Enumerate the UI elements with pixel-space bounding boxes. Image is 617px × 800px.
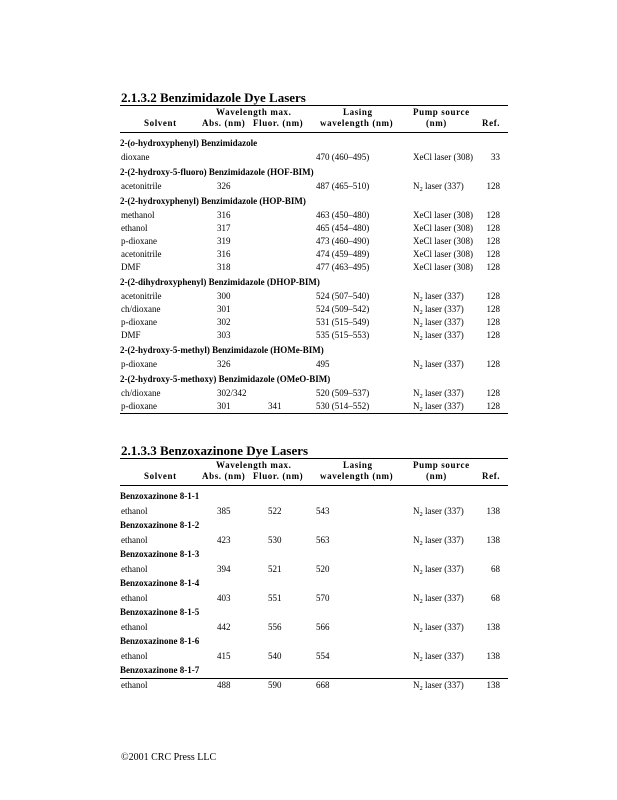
pump-text: N bbox=[413, 304, 420, 314]
pump-cell bbox=[413, 387, 464, 399]
header-lasing-wl: wavelength (nm) bbox=[320, 471, 394, 481]
table-row bbox=[120, 534, 508, 546]
compound-group-label bbox=[120, 137, 257, 149]
section-title: 2.1.3.2 Benzimidazole Dye Lasers bbox=[121, 90, 306, 105]
solvent-cell: ethanol bbox=[121, 622, 148, 632]
abs-cell: 423 bbox=[217, 535, 231, 545]
pump-text: XeCl laser (308) bbox=[413, 249, 473, 259]
pump-subscript: 2 bbox=[419, 540, 423, 547]
compound-name: Benzoxazinone 8-1-4 bbox=[120, 578, 200, 588]
table-bottom-rule bbox=[120, 413, 508, 414]
abs-cell: 326 bbox=[217, 359, 231, 369]
ref-cell: 128 bbox=[486, 401, 500, 411]
ref-cell: 128 bbox=[486, 236, 500, 246]
compound-name: 2-(2-hydroxy-5-methoxy) Benzimidazole (OMeO-BIM) bbox=[120, 374, 331, 384]
pump-text: XeCl laser (308) bbox=[413, 236, 473, 246]
abs-cell: 442 bbox=[217, 622, 231, 632]
abs-cell: 317 bbox=[217, 223, 231, 233]
lasing-cell: 531 (515–549) bbox=[316, 317, 370, 327]
table-row bbox=[120, 563, 508, 575]
solvent-cell: dioxane bbox=[121, 152, 150, 162]
pump-text: N bbox=[413, 680, 420, 690]
ref-cell: 128 bbox=[486, 304, 500, 314]
pump-cell bbox=[413, 261, 473, 273]
pump-subscript: 2 bbox=[419, 685, 423, 692]
ref-cell: 68 bbox=[491, 564, 500, 574]
compound-name: Benzoxazinone 8-1-6 bbox=[120, 636, 200, 646]
section-benzimidazole bbox=[120, 91, 508, 414]
pump-cell bbox=[413, 679, 464, 691]
lasing-cell: 520 (509–537) bbox=[316, 388, 370, 398]
pump-subscript: 2 bbox=[419, 406, 423, 413]
compound-group-label bbox=[120, 548, 199, 560]
pump-text: XeCl laser (308) bbox=[413, 210, 473, 220]
fluor-cell: 341 bbox=[268, 401, 282, 411]
pump-cell bbox=[413, 316, 464, 328]
ref-cell: 138 bbox=[486, 622, 500, 632]
abs-cell: 316 bbox=[217, 210, 231, 220]
pump-text-rest: laser (337) bbox=[422, 291, 464, 301]
solvent-cell: methanol bbox=[121, 210, 155, 220]
table-row bbox=[120, 329, 508, 341]
pump-cell bbox=[413, 329, 464, 341]
solvent-cell: acetonitrile bbox=[121, 291, 162, 301]
lasing-cell: 530 (514–552) bbox=[316, 401, 370, 411]
header-pump: Pump source bbox=[413, 460, 470, 470]
header-lasing: Lasing bbox=[343, 107, 373, 117]
pump-text-rest: laser (337) bbox=[422, 535, 464, 545]
pump-cell bbox=[413, 400, 464, 412]
abs-cell: 318 bbox=[217, 262, 231, 272]
header-ref: Ref. bbox=[482, 118, 501, 128]
table-header bbox=[120, 459, 508, 485]
compound-group-label bbox=[120, 276, 320, 288]
solvent-cell: p-dioxane bbox=[121, 317, 157, 327]
ref-cell: 68 bbox=[491, 593, 500, 603]
lasing-cell: 535 (515–553) bbox=[316, 330, 370, 340]
pump-subscript: 2 bbox=[419, 335, 423, 342]
table-row bbox=[120, 387, 508, 399]
solvent-cell: ethanol bbox=[121, 593, 148, 603]
compound-group-label bbox=[120, 373, 330, 385]
compound-name: Benzoxazinone 8-1-3 bbox=[120, 549, 200, 559]
pump-text: N bbox=[413, 388, 420, 398]
ref-cell: 138 bbox=[486, 506, 500, 516]
pump-cell bbox=[413, 650, 464, 662]
solvent-cell: DMF bbox=[121, 262, 141, 272]
lasing-cell: 520 bbox=[316, 564, 330, 574]
pump-text: N bbox=[413, 317, 420, 327]
lasing-cell: 477 (463–495) bbox=[316, 262, 370, 272]
solvent-cell: p-dioxane bbox=[121, 401, 157, 411]
table-row bbox=[120, 235, 508, 247]
abs-cell: 403 bbox=[217, 593, 231, 603]
ref-cell: 128 bbox=[486, 249, 500, 259]
table-row bbox=[120, 592, 508, 604]
table-row bbox=[120, 505, 508, 517]
pump-subscript: 2 bbox=[419, 627, 423, 634]
pump-text-rest: laser (337) bbox=[422, 388, 464, 398]
header-wavelength: Wavelength max. bbox=[216, 460, 292, 470]
pump-text-rest: laser (337) bbox=[422, 317, 464, 327]
pump-subscript: 2 bbox=[419, 598, 423, 605]
compound-name-italic: o bbox=[130, 138, 135, 148]
compound-group-label bbox=[120, 606, 199, 618]
solvent-cell: acetonitrile bbox=[121, 181, 162, 191]
header-solvent: Solvent bbox=[144, 118, 177, 128]
pump-text: N bbox=[413, 181, 420, 191]
lasing-cell: 566 bbox=[316, 622, 330, 632]
pump-cell bbox=[413, 563, 464, 575]
fluor-cell: 521 bbox=[268, 564, 282, 574]
table-row bbox=[120, 358, 508, 370]
compound-name: Benzoxazinone 8-1-7 bbox=[120, 665, 200, 675]
pump-text-rest: laser (337) bbox=[422, 181, 464, 191]
lasing-cell: 474 (459–489) bbox=[316, 249, 370, 259]
pump-text: N bbox=[413, 359, 420, 369]
solvent-cell: ch/dioxane bbox=[121, 304, 161, 314]
table-row bbox=[120, 316, 508, 328]
section-title: 2.1.3.3 Benzoxazinone Dye Lasers bbox=[121, 443, 309, 458]
solvent-cell: ethanol bbox=[121, 506, 148, 516]
solvent-cell: ethanol bbox=[121, 651, 148, 661]
table-row bbox=[120, 290, 508, 302]
ref-cell: 138 bbox=[486, 535, 500, 545]
compound-group-label bbox=[120, 664, 199, 676]
table-row bbox=[120, 180, 508, 192]
fluor-cell: 530 bbox=[268, 535, 282, 545]
lasing-cell: 524 (507–540) bbox=[316, 291, 370, 301]
section-benzoxazinone bbox=[120, 443, 508, 692]
lasing-cell: 463 (450–480) bbox=[316, 210, 370, 220]
ref-cell: 128 bbox=[486, 181, 500, 191]
pump-text-rest: laser (337) bbox=[422, 506, 464, 516]
table-row bbox=[120, 261, 508, 273]
pump-text-rest: laser (337) bbox=[422, 564, 464, 574]
ref-cell: 33 bbox=[491, 152, 500, 162]
pump-text-rest: laser (337) bbox=[422, 359, 464, 369]
compound-name: Benzoxazinone 8-1-2 bbox=[120, 520, 200, 530]
lasing-cell: 570 bbox=[316, 593, 330, 603]
pump-subscript: 2 bbox=[419, 511, 423, 518]
pump-subscript: 2 bbox=[419, 393, 423, 400]
solvent-cell: DMF bbox=[121, 330, 141, 340]
abs-cell: 302 bbox=[217, 317, 231, 327]
lasing-cell: 563 bbox=[316, 535, 330, 545]
compound-group-label bbox=[120, 195, 306, 207]
header-abs: Abs. (nm) bbox=[202, 471, 246, 481]
pump-cell bbox=[413, 222, 473, 234]
lasing-cell: 473 (460–490) bbox=[316, 236, 370, 246]
pump-text-rest: laser (337) bbox=[422, 304, 464, 314]
ref-cell: 128 bbox=[486, 291, 500, 301]
pump-cell bbox=[413, 290, 464, 302]
solvent-cell: ethanol bbox=[121, 564, 148, 574]
pump-cell bbox=[413, 209, 473, 221]
pump-cell bbox=[413, 248, 473, 260]
abs-cell: 301 bbox=[217, 401, 231, 411]
compound-group-label bbox=[120, 490, 199, 502]
pump-text-rest: laser (337) bbox=[422, 651, 464, 661]
compound-group-label bbox=[120, 635, 199, 647]
abs-cell: 385 bbox=[217, 506, 231, 516]
table-row bbox=[120, 151, 508, 163]
pump-subscript: 2 bbox=[419, 309, 423, 316]
compound-name: 2-(2-hydroxy-5-fluoro) Benzimidazole (HOF-BIM) bbox=[120, 167, 314, 177]
table-row bbox=[120, 222, 508, 234]
abs-cell: 394 bbox=[217, 564, 231, 574]
lasing-cell: 465 (454–480) bbox=[316, 223, 370, 233]
pump-text-rest: laser (337) bbox=[422, 680, 464, 690]
pump-text-rest: laser (337) bbox=[422, 401, 464, 411]
table-body bbox=[120, 133, 508, 413]
pump-cell bbox=[413, 235, 473, 247]
header-fluor: Fluor. (nm) bbox=[253, 118, 304, 128]
ref-cell: 128 bbox=[486, 262, 500, 272]
header-lasing: Lasing bbox=[343, 460, 373, 470]
pump-text-rest: laser (337) bbox=[422, 622, 464, 632]
pump-text: N bbox=[413, 535, 420, 545]
pump-cell bbox=[413, 358, 464, 370]
compound-group-label bbox=[120, 166, 314, 178]
compound-name-rest: -hydroxyphenyl) Benzimidazole bbox=[135, 138, 258, 148]
lasing-cell: 487 (465–510) bbox=[316, 181, 370, 191]
compound-group-label bbox=[120, 519, 199, 531]
lasing-cell: 668 bbox=[316, 680, 330, 690]
header-solvent: Solvent bbox=[144, 471, 177, 481]
compound-group-label bbox=[120, 577, 199, 589]
abs-cell: 302/342 bbox=[217, 388, 247, 398]
pump-subscript: 2 bbox=[419, 656, 423, 663]
ref-cell: 138 bbox=[486, 680, 500, 690]
table-row bbox=[120, 400, 508, 412]
compound-name: Benzoxazinone 8-1-5 bbox=[120, 607, 200, 617]
compound-name: 2-(2-hydroxyphenyl) Benzimidazole (HOP-BIM) bbox=[120, 196, 306, 206]
compound-name: 2-(2-hydroxy-5-methyl) Benzimidazole (HOMe-BIM) bbox=[120, 345, 324, 355]
abs-cell: 300 bbox=[217, 291, 231, 301]
abs-cell: 301 bbox=[217, 304, 231, 314]
ref-cell: 128 bbox=[486, 330, 500, 340]
fluor-cell: 522 bbox=[268, 506, 282, 516]
header-pump: Pump source bbox=[413, 107, 470, 117]
pump-text-rest: laser (337) bbox=[422, 330, 464, 340]
abs-cell: 303 bbox=[217, 330, 231, 340]
abs-cell: 319 bbox=[217, 236, 231, 246]
solvent-cell: p-dioxane bbox=[121, 236, 157, 246]
compound-name: Benzoxazinone 8-1-1 bbox=[120, 491, 200, 501]
ref-cell: 128 bbox=[486, 210, 500, 220]
fluor-cell: 551 bbox=[268, 593, 282, 603]
pump-text: N bbox=[413, 401, 420, 411]
solvent-cell: ethanol bbox=[121, 223, 148, 233]
table-row bbox=[120, 209, 508, 221]
table-row bbox=[120, 303, 508, 315]
fluor-cell: 540 bbox=[268, 651, 282, 661]
header-fluor: Fluor. (nm) bbox=[253, 471, 304, 481]
solvent-cell: ethanol bbox=[121, 680, 148, 690]
fluor-cell: 590 bbox=[268, 680, 282, 690]
header-lasing-wl: wavelength (nm) bbox=[320, 118, 394, 128]
lasing-cell: 554 bbox=[316, 651, 330, 661]
lasing-cell: 495 bbox=[316, 359, 330, 369]
fluor-cell: 556 bbox=[268, 622, 282, 632]
pump-subscript: 2 bbox=[419, 364, 423, 371]
ref-cell: 138 bbox=[486, 651, 500, 661]
solvent-cell: ch/dioxane bbox=[121, 388, 161, 398]
pump-text: XeCl laser (308) bbox=[413, 223, 473, 233]
ref-cell: 128 bbox=[486, 223, 500, 233]
abs-cell: 326 bbox=[217, 181, 231, 191]
abs-cell: 488 bbox=[217, 680, 231, 690]
pump-cell bbox=[413, 621, 464, 633]
pump-text: XeCl laser (308) bbox=[413, 152, 473, 162]
copyright-footer: ©2001 CRC Press LLC bbox=[121, 752, 217, 763]
pump-cell bbox=[413, 303, 464, 315]
pump-text: N bbox=[413, 330, 420, 340]
header-abs: Abs. (nm) bbox=[202, 118, 246, 128]
pump-subscript: 2 bbox=[419, 186, 423, 193]
pump-subscript: 2 bbox=[419, 569, 423, 576]
pump-text: N bbox=[413, 506, 420, 516]
pump-text: XeCl laser (308) bbox=[413, 262, 473, 272]
pump-subscript: 2 bbox=[419, 322, 423, 329]
abs-cell: 415 bbox=[217, 651, 231, 661]
table-row bbox=[120, 621, 508, 633]
pump-cell bbox=[413, 592, 464, 604]
solvent-cell: acetonitrile bbox=[121, 249, 162, 259]
ref-cell: 128 bbox=[486, 317, 500, 327]
compound-name: 2-(2-dihydroxyphenyl) Benzimidazole (DHOP-BIM) bbox=[120, 277, 320, 287]
table-row bbox=[120, 650, 508, 662]
pump-text: N bbox=[413, 651, 420, 661]
header-pump-nm: (nm) bbox=[426, 118, 447, 128]
pump-cell bbox=[413, 151, 473, 163]
pump-text-rest: laser (337) bbox=[422, 593, 464, 603]
pump-cell bbox=[413, 534, 464, 546]
header-pump-nm: (nm) bbox=[426, 471, 447, 481]
pump-text: N bbox=[413, 564, 420, 574]
pump-subscript: 2 bbox=[419, 296, 423, 303]
pump-text: N bbox=[413, 593, 420, 603]
pump-text: N bbox=[413, 622, 420, 632]
ref-cell: 128 bbox=[486, 388, 500, 398]
table-body bbox=[120, 486, 508, 692]
table-row bbox=[120, 248, 508, 260]
lasing-cell: 470 (460–495) bbox=[316, 152, 370, 162]
pump-text: N bbox=[413, 291, 420, 301]
lasing-cell: 543 bbox=[316, 506, 330, 516]
compound-name: 2-( bbox=[120, 138, 131, 148]
header-wavelength: Wavelength max. bbox=[216, 107, 292, 117]
lasing-cell: 524 (509–542) bbox=[316, 304, 370, 314]
pump-cell bbox=[413, 180, 464, 192]
pump-cell bbox=[413, 505, 464, 517]
compound-group-label bbox=[120, 344, 324, 356]
ref-cell: 128 bbox=[486, 359, 500, 369]
solvent-cell: ethanol bbox=[121, 535, 148, 545]
table-row bbox=[120, 679, 508, 691]
abs-cell: 316 bbox=[217, 249, 231, 259]
solvent-cell: p-dioxane bbox=[121, 359, 157, 369]
table-header bbox=[120, 106, 508, 132]
header-ref: Ref. bbox=[482, 471, 501, 481]
